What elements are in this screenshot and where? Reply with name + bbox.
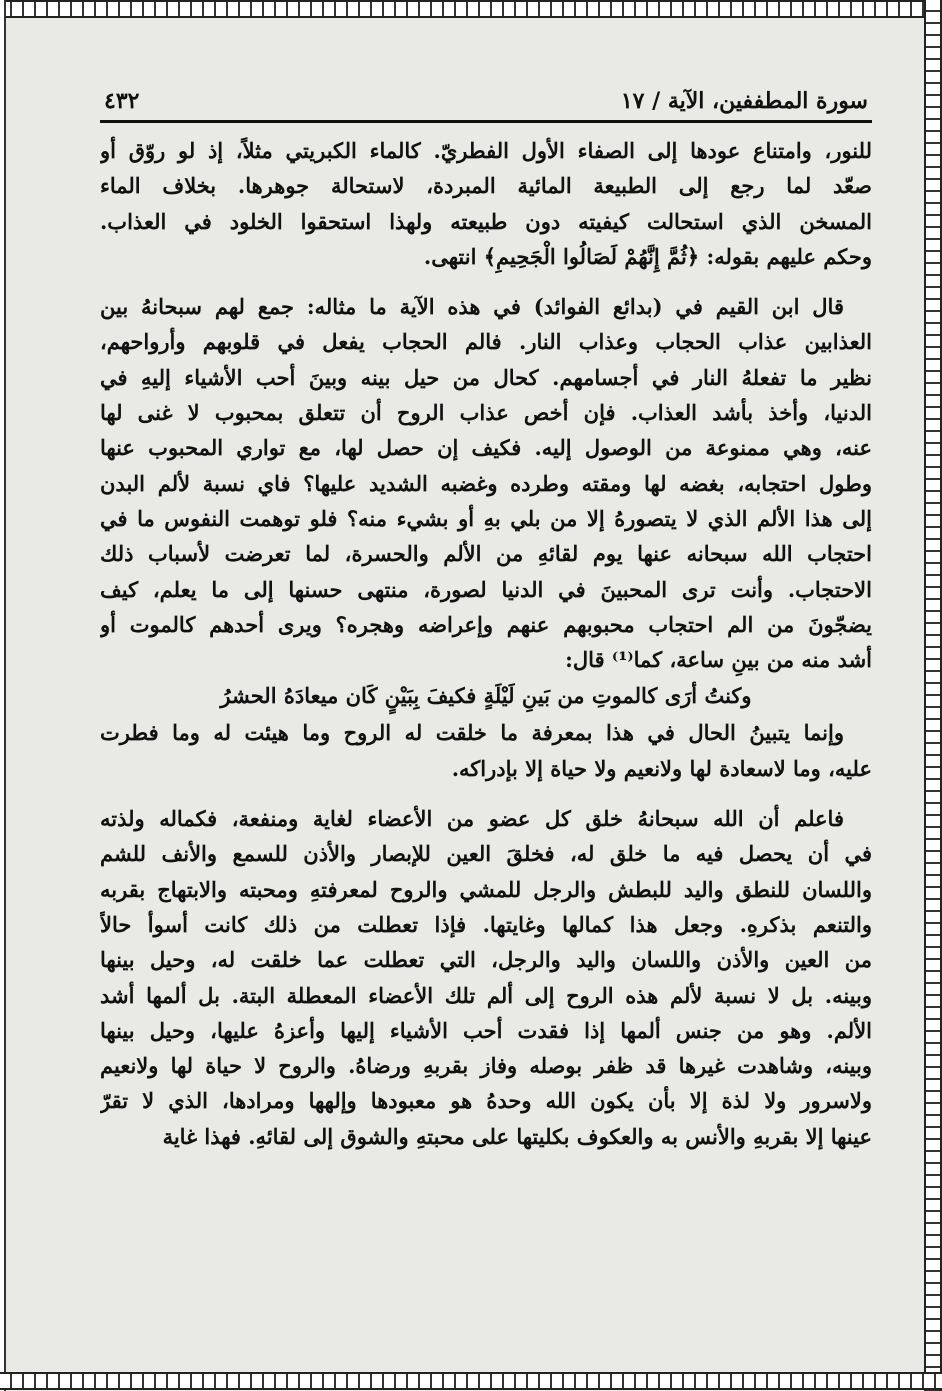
text-line: احتجاب الله سبحانه عنها يوم لقائهِ من الألم والحسرة، لما تعرضت لأسباب ذلك <box>100 541 872 567</box>
text-line: عليه، وما لاسعادة لها ولانعيم ولا حياة إلا بإدراكه. <box>451 755 872 781</box>
text-line: من العين والأذن واللسان واليد والرجل، التي تعطلت عما خلقت له، وحيل بينها <box>100 947 872 973</box>
text-line: ولاسرور ولا لذة إلا بأن يكون الله وحدهُ هو معبودها وإلهها ومرادها، الذي لا تقرّ <box>100 1088 872 1114</box>
text-line: إلى هذا الألم الذي لا يتصورهُ إلا من بلي بهِ أو بشيء منه؟ فلو توهمت النفوس ما في <box>100 505 872 531</box>
paragraph <box>100 801 872 1154</box>
verse <box>100 677 872 715</box>
text-line: قال ابن القيم في (بدائع الفوائد) في هذه الآية ما مثاله: جمع لهم سبحانهُ بين <box>100 294 844 320</box>
text-line: عنه، وهي ممنوعة من الوصول إليه. فكيف إن حصل لها، مع تواري المحبوب عنها <box>100 435 872 461</box>
text-line: وبينه. بل لا نسبة لألم هذه الروح إلى ألم تلك الأعضاء المعطلة البتة. بل ألمها أشد <box>100 982 872 1008</box>
text-line: وإنما يتبينُ الحال في هذا بمعرفة ما خلقت له الروح وما هيئت له وما فطرت <box>100 720 844 746</box>
running-header <box>100 80 872 123</box>
text-line: يضجّونَ من الم احتجاب محبوبهم عنهم وإعراضه وهجره؟ ويرى أحدهم كالموت أو <box>100 611 872 637</box>
text-line: عينها إلا بقربهِ والأنس به والعكوف بكليتها على محبتهِ والشوق إلى لقائهِ. فهذا غاية <box>162 1123 872 1149</box>
page-number: ٤٣٢ <box>104 88 140 114</box>
page-title: سورة المطففين، الآية / ١٧ <box>620 88 868 114</box>
paragraph <box>100 133 872 274</box>
text-line: والتنعم بذكرهِ. وجعل هذا كمالها وغايتها. فإذا تعطلت من ذلك كانت أسوأ حالاً <box>100 911 872 937</box>
text-line: فاعلم أن الله سبحانهُ خلق كل عضو من الأعضاء لغاية ومنفعة، فكماله ولذته <box>100 806 844 832</box>
decorative-border-bottom <box>0 1372 942 1390</box>
text-line: الاحتجاب. وأنت ترى المحبينَ في الدنيا لصورة، منتهى حسنها إلى ما يعلم، كيف <box>100 576 872 602</box>
book-page <box>100 80 872 1154</box>
text-line: واللسان للنطق واليد للبطش والرجل للمشي والروح لمعرفتهِ ومحبته والابتهاج بقربه <box>100 876 872 902</box>
text-line: للنور، وامتناع عودها إلى الصفاء الأول الفطريّ. كالماء الكبريتي مثلاً، إذ لو روّق أو <box>100 138 872 163</box>
text-line: المسخن الذي استحالت كيفيته دون طبيعته ولهذا استحقوا الخلود في العذاب. <box>100 208 872 234</box>
text-line: وطول احتجابه، بغضه لها ومقته وطرده وغضبه الشديد عليها؟ فاي نسبة لألم البدن <box>100 470 872 496</box>
text-line: أشد منه من بينِ ساعة، كما⁽¹⁾ قال: <box>565 647 872 673</box>
text-line: وبينه، وشاهدت غيرها قد ظفر بوصله وفاز بقربهِ ورضاهُ. والروح لا حياة لها ولانعيم <box>100 1053 872 1079</box>
text-line: في أن يحصل فيه ما خلق له، فخلقَ العين للإبصار والأذن للسمع والأنف للشم <box>100 841 872 867</box>
page-body <box>100 133 872 1154</box>
text-line: صعّد لما رجع إلى الطبيعة المائية المبردة، لاستحالة جوهرها. بخلاف الماء <box>100 173 872 199</box>
text-line: الدنيا، وأخذ بأشد العذاب. فإن أخص عذاب الروح أن تتعلق بمحبوب لا غنى لها <box>100 400 872 426</box>
decorative-border-right <box>924 0 942 1391</box>
text-line: وحكم عليهم بقوله: ﴿ثُمَّ إِنَّهُمْ لَصَالُوا الْجَحِيمِ﴾ انتهى. <box>423 243 872 269</box>
paragraph <box>100 715 872 786</box>
text-line: العذابين عذاب الحجاب وعذاب النار. فالم الحجاب يفعل في قلوبهم وأرواحهم، <box>100 329 872 355</box>
verse-line: وكنتُ أرَى كالموتِ من بَينِ لَيْلَةٍ فكيفَ بِبَيْنٍ كَان ميعادَهُ الحشرُ <box>220 683 752 709</box>
decorative-border-left <box>0 0 6 1391</box>
decorative-border-top <box>0 0 942 18</box>
paragraph <box>100 289 872 677</box>
text-line: الألم. وهو من جنس ألمها إذا فقدت أحب الأشياء إليها وأعزهُ عليها، وحيل بينها <box>100 1017 872 1043</box>
text-line: نظير ما تفعلهُ النار في أجسامهم. كحال من حيل بينه وبينَ أحب الأشياء إليهِ في <box>100 364 872 390</box>
